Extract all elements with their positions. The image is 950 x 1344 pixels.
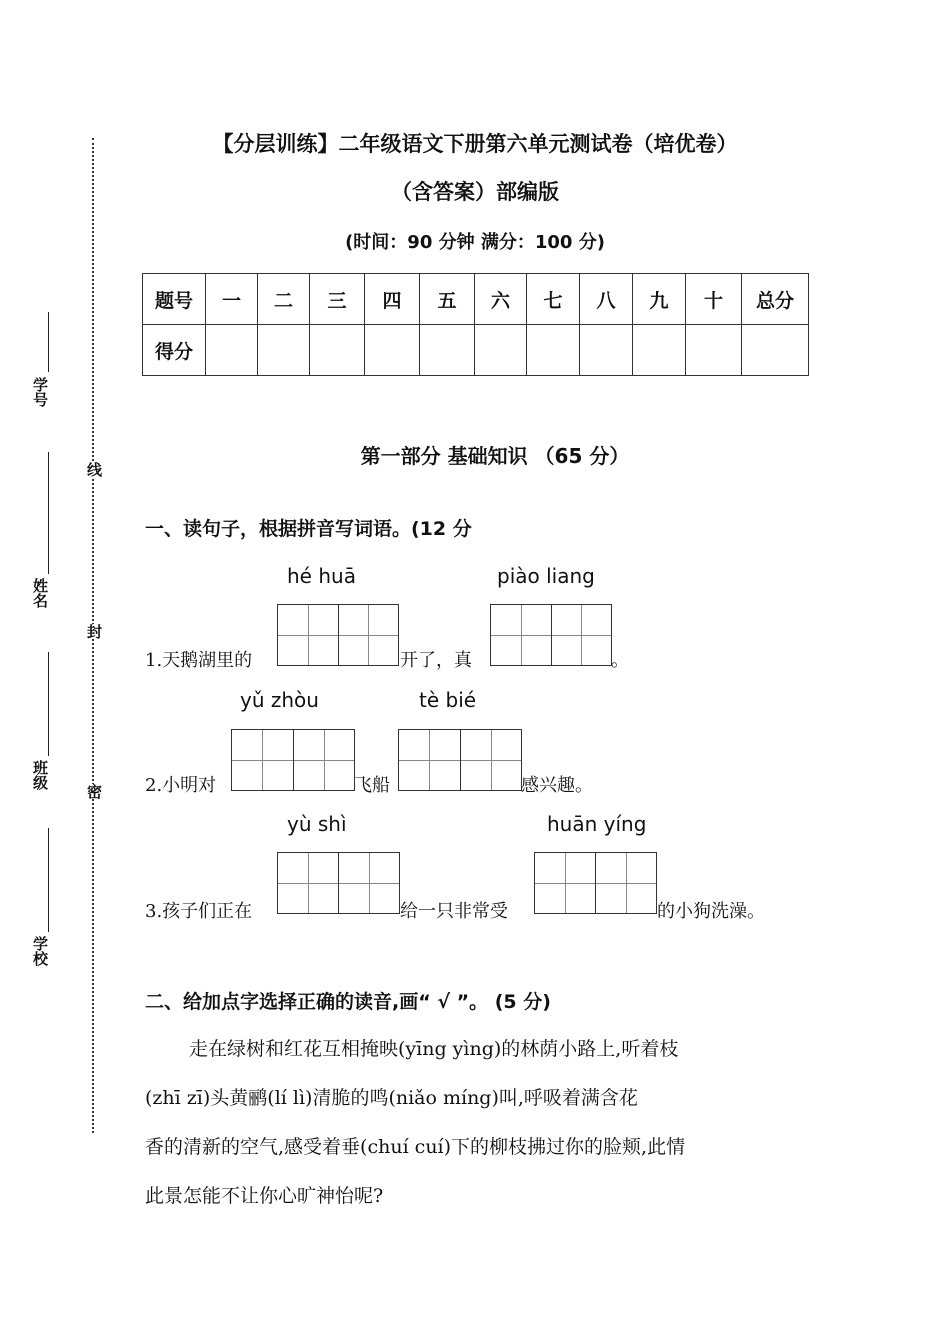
score-input-cell[interactable] [633, 325, 686, 376]
answer-grid[interactable] [398, 729, 522, 791]
table-cell: 六 [475, 274, 527, 325]
q1-item3-mid: 给一只非常受 [400, 901, 508, 922]
q1-item3-post: 的小狗洗澡。 [657, 901, 765, 922]
answer-grid[interactable] [277, 604, 399, 666]
table-cell: 总分 [742, 274, 809, 325]
xuehao-label: 学号 [31, 377, 49, 407]
score-input-cell[interactable] [206, 325, 258, 376]
table-cell: 三 [310, 274, 365, 325]
pinyin-huanying: huān yíng [547, 812, 647, 836]
q2-line-1: 走在绿树和红花互相掩映(yīng yìng)的林荫小路上,听着枝 [189, 1038, 679, 1060]
score-input-cell[interactable] [686, 325, 742, 376]
q1-item2-post: 感兴趣。 [521, 775, 593, 796]
q1-item1-mid: 开了，真 [400, 650, 472, 671]
q1-item3-pre: 3.孩子们正在 [145, 901, 253, 922]
score-value-row [143, 325, 809, 376]
q1-item2-pre: 2.小明对 [145, 775, 217, 796]
page-subtitle: （含答案）部编版 [391, 180, 559, 204]
table-cell: 九 [633, 274, 686, 325]
table-cell: 七 [527, 274, 580, 325]
banji-label: 班级 [31, 760, 49, 790]
table-cell: 十 [686, 274, 742, 325]
score-input-cell[interactable] [420, 325, 475, 376]
table-cell: 一 [206, 274, 258, 325]
banji-underline [48, 652, 49, 756]
answer-grid[interactable] [231, 729, 355, 791]
seal-char-feng: 封 [85, 624, 103, 639]
table-cell: 二 [258, 274, 310, 325]
xuexiao-underline [48, 828, 49, 932]
table-cell: 四 [365, 274, 420, 325]
xingming-label: 姓名 [31, 578, 49, 608]
q2-title: 二、给加点字选择正确的读音,画“ √ ”。 (5 分) [145, 991, 551, 1013]
q1-item1-post: 。 [611, 650, 629, 671]
q2-line-4: 此景怎能不让你心旷神怡呢? [145, 1185, 384, 1207]
pinyin-tebie: tè bié [419, 688, 477, 712]
score-input-cell[interactable] [580, 325, 633, 376]
xuehao-underline [48, 312, 49, 372]
page-title: 【分层训练】二年级语文下册第六单元测试卷（培优卷） [212, 132, 738, 156]
time-info: (时间：90 分钟 满分：100 分) [345, 232, 605, 253]
pinyin-yuzhou: yǔ zhòu [240, 688, 319, 712]
q2-line-3: 香的清新的空气,感受着垂(chuí cuí)下的柳枝拂过你的脸颊,此情 [145, 1136, 686, 1158]
score-input-cell[interactable] [475, 325, 527, 376]
score-input-cell[interactable] [742, 325, 809, 376]
answer-grid[interactable] [534, 852, 657, 914]
answer-grid[interactable] [490, 604, 612, 666]
score-input-cell[interactable] [527, 325, 580, 376]
table-cell: 五 [420, 274, 475, 325]
score-input-cell[interactable] [310, 325, 365, 376]
seal-char-mi: 密 [85, 784, 103, 799]
xuexiao-label: 学校 [31, 936, 49, 966]
score-table [142, 273, 809, 376]
score-input-cell[interactable] [365, 325, 420, 376]
table-cell: 得分 [143, 325, 206, 376]
pinyin-piaoliang: piào liang [497, 564, 595, 588]
pinyin-hehua: hé huā [287, 564, 356, 588]
score-input-cell[interactable] [258, 325, 310, 376]
score-header-row [143, 274, 809, 325]
answer-grid[interactable] [277, 852, 400, 914]
pinyin-yushi: yù shì [287, 812, 347, 836]
xingming-underline [48, 452, 49, 574]
q1-item2-mid: 飞船 [354, 775, 390, 796]
q1-title: 一、读句子，根据拼音写词语。(12 分 [145, 518, 472, 540]
part1-title: 第一部分 基础知识 （65 分） [360, 444, 630, 468]
q2-line-2: (zhī zī)头黄鹂(lí lì)清脆的鸣(niǎo míng)叫,呼吸着满含花 [145, 1087, 638, 1109]
table-cell: 题号 [143, 274, 206, 325]
seal-char-xian: 线 [85, 462, 103, 477]
table-cell: 八 [580, 274, 633, 325]
q1-item1-pre: 1.天鹅湖里的 [145, 650, 253, 671]
